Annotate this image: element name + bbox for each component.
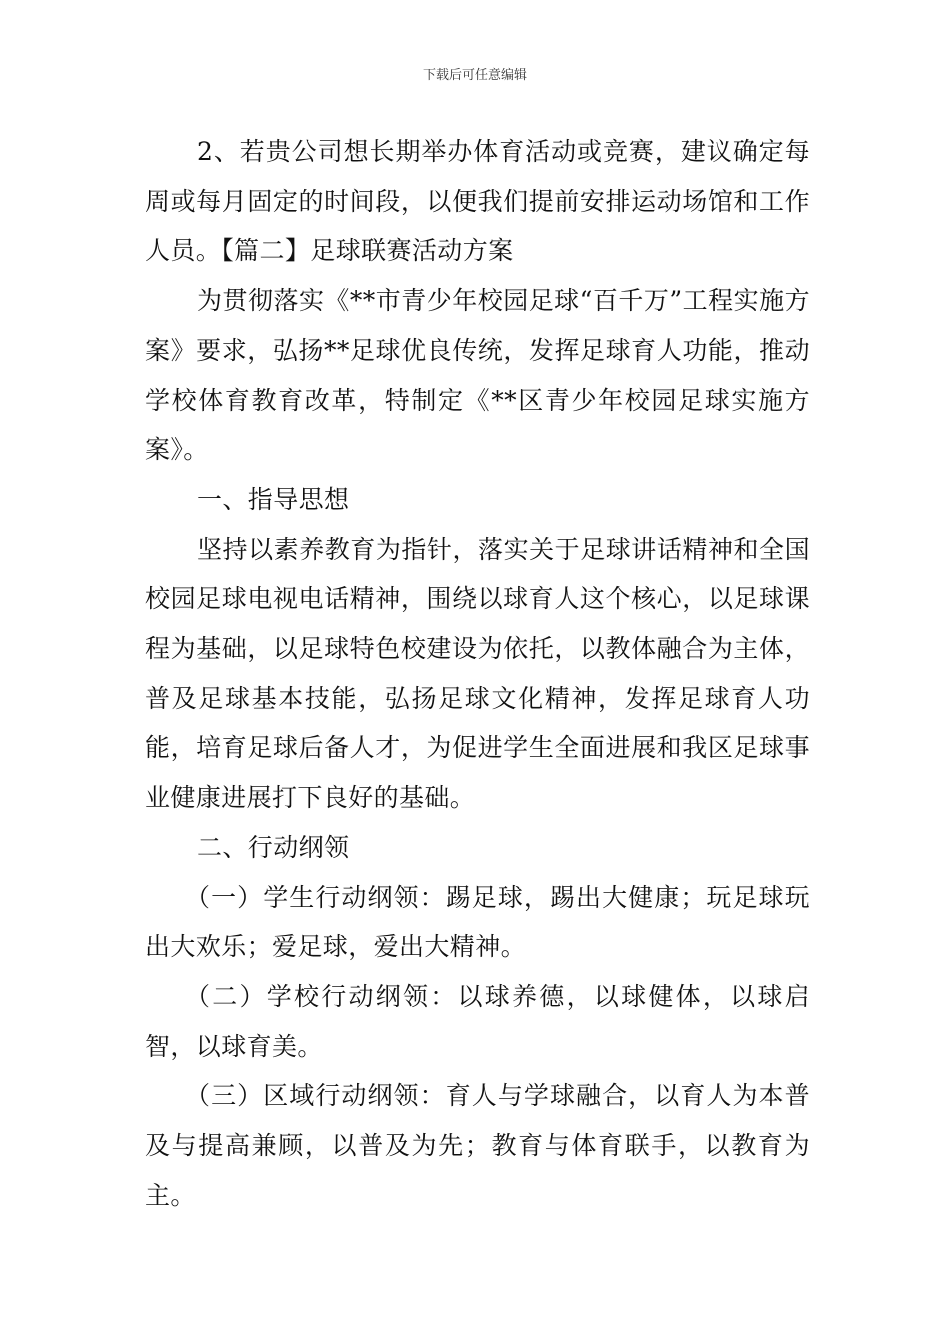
paragraph-student-program: （一）学生行动纲领：踢足球，踢出大健康；玩足球玩出大欢乐；爱足球，爱出大精神。: [145, 882, 810, 962]
paragraph-intro: 为贯彻落实《**市青少年校园足球“百千万”工程实施方案》要求，弘扬**足球优良传统，发挥足球育人功能，推动学校体育教育改革，特制定《**区青少年校园足球实施方案》。: [145, 286, 810, 465]
paragraph-suggestion-2: 2、若贵公司想长期举办体育活动或竞赛，建议确定每周或每月固定的时间段，以便我们提前安排运动场馆和工作人员。【篇二】足球联赛活动方案: [145, 137, 810, 266]
heading-guiding-ideology: 一、指导思想: [197, 484, 350, 514]
paragraph-guiding-ideology: 坚持以素养教育为指针，落实关于足球讲话精神和全国校园足球电视电话精神，围绕以球育人这个核心，以足球课程为基础，以足球特色校建设为依托，以教体融合为主体，普及足球基本技能，弘扬足球文化精神，发挥足球育人功能，培育足球后备人才，为促进学生全面进展和我区足球事业健康进展打下良好的基础。: [145, 534, 810, 813]
page-header: 下载后可任意编辑: [422, 68, 527, 83]
heading-action-program: 二、行动纲领: [197, 832, 350, 862]
paragraph-regional-program: （三）区域行动纲领：育人与学球融合，以育人为本普及与提高兼顾，以普及为先；教育与体育联手，以教育为主。: [145, 1081, 810, 1210]
paragraph-school-program: （二）学校行动纲领：以球养德，以球健体，以球启智，以球育美。: [145, 981, 810, 1061]
document-body: [145, 127, 810, 1220]
